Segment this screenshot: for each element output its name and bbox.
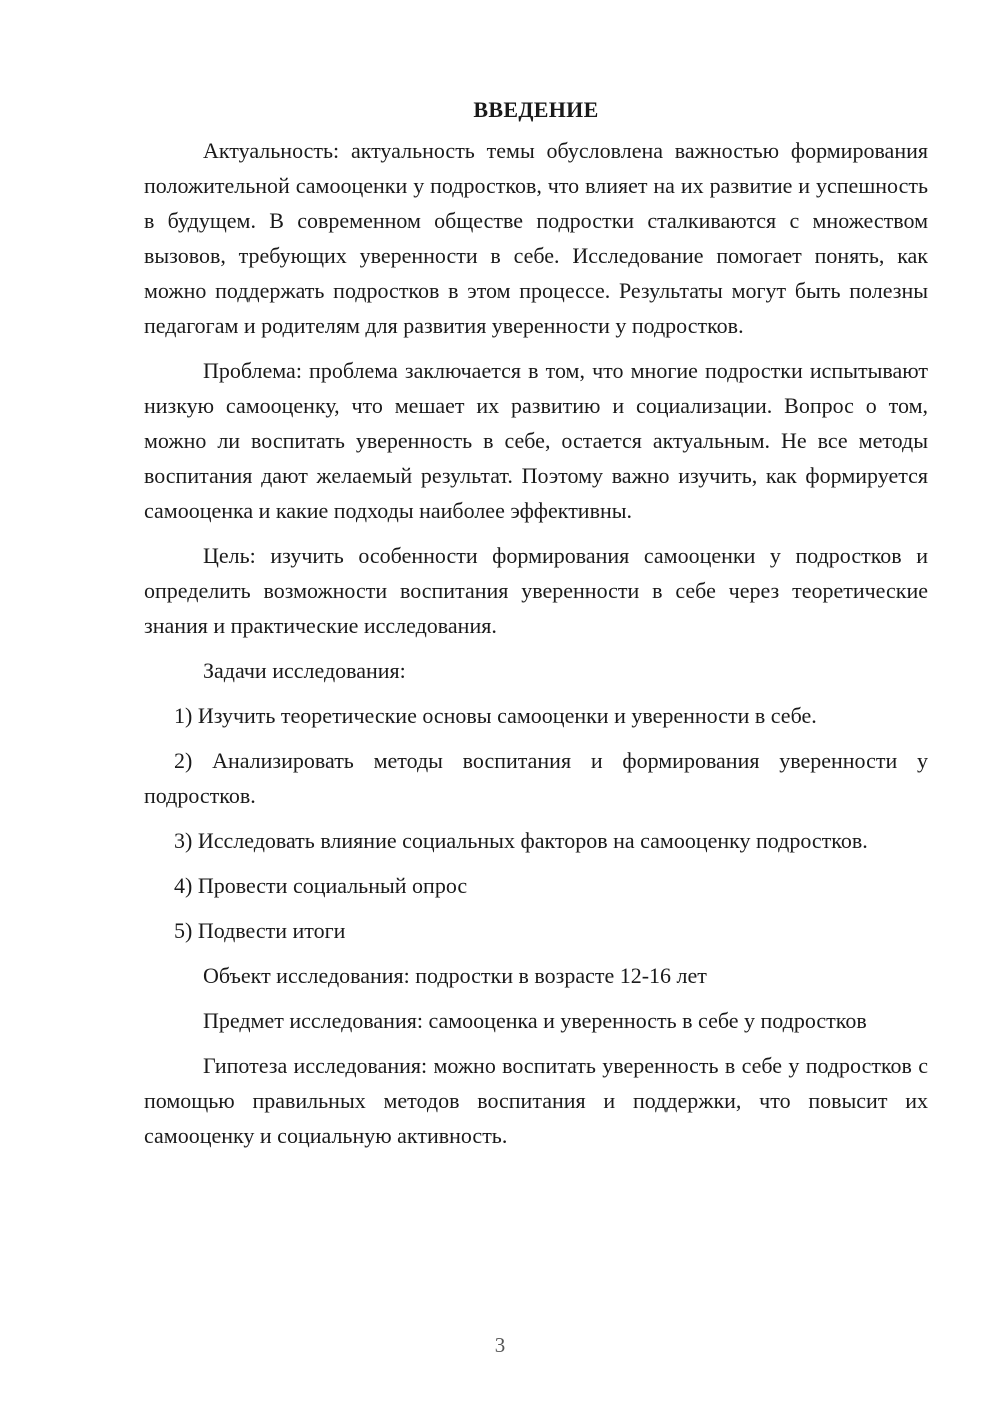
task-item: 4) Провести социальный опрос — [174, 873, 468, 898]
tasks-heading: Задачи исследования: — [203, 658, 406, 683]
task-item: 1) Изучить теоретические основы самооценки и уверенности в себе. — [174, 703, 817, 728]
task-item: 2) Анализировать методы воспитания и формирования уверенности у подростков. — [144, 748, 928, 808]
task-item: 5) Подвести итоги — [174, 918, 346, 943]
section-title: ВВЕДЕНИЕ — [473, 97, 599, 122]
hypothesis-paragraph: Гипотеза исследования: можно воспитать уверенность в себе у подростков с помощью правильных методов воспитания и поддержки, что повысит их самооценку и социальную активность. — [144, 1053, 928, 1148]
document-page — [144, 96, 928, 1163]
task-item: 3) Исследовать влияние социальных факторов на самооценку подростков. — [174, 828, 868, 853]
relevance-paragraph: Актуальность: актуальность темы обусловлена важностью формирования положительной самооценки у подростков, что влияет на их развитие и успешность в будущем. В современном обществе подростки сталкиваются с множеством вызовов, требующих уверенности в себе. Исследование помогает понять, как можно поддержать подростков в этом процессе. Результаты могут быть полезны педагогам и родителям для развития уверенности у подростков. — [144, 138, 928, 338]
page-number: 3 — [494, 1333, 506, 1357]
object-paragraph: Объект исследования: подростки в возрасте 12-16 лет — [203, 963, 707, 988]
subject-paragraph: Предмет исследования: самооценка и уверенность в себе у подростков — [203, 1008, 867, 1033]
problem-paragraph: Проблема: проблема заключается в том, что многие подростки испытывают низкую самооценку, что мешает их развитию и социализации. Вопрос о том, можно ли воспитать уверенность в себе, остается актуальным. Не все методы воспитания дают желаемый результат. Поэтому важно изучить, как формируется самооценка и какие подходы наиболее эффективны. — [144, 358, 928, 523]
goal-paragraph: Цель: изучить особенности формирования самооценки у подростков и определить возможности воспитания уверенности в себе через теоретические знания и практические исследования. — [144, 543, 928, 638]
